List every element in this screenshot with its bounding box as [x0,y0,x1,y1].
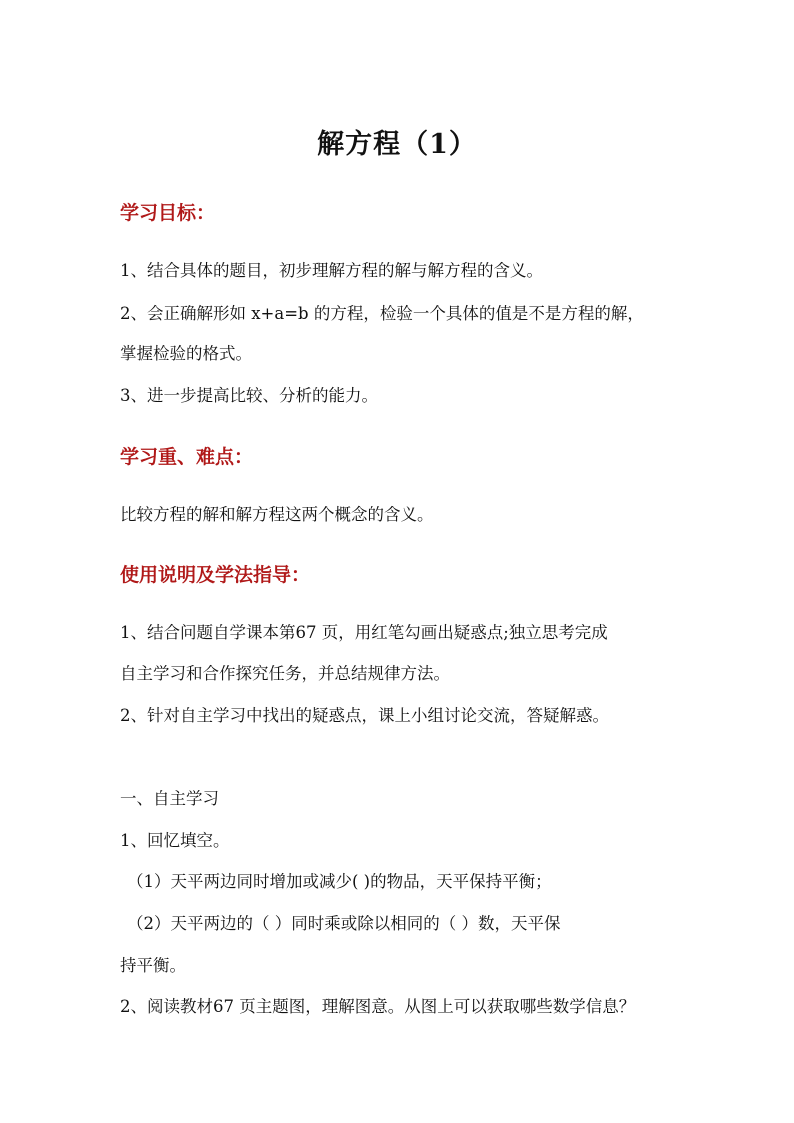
key-points-heading: 学习重、难点： [120,446,254,468]
instruction-line-3: 2、针对自主学习中找出的疑惑点，课上小组讨论交流，答疑解惑。 [120,706,609,725]
self-study-line-5: 2、阅读教材67 页主题图，理解图意。从图上可以获取哪些数学信息？ [120,997,636,1016]
self-study-line-1: 1、回忆填空。 [120,831,230,850]
objectives-heading: 学习目标： [120,202,216,224]
self-study-heading: 一、自主学习 [120,789,219,808]
objective-item-1: 1、结合具体的题目，初步理解方程的解与解方程的含义。 [120,261,543,280]
objective-item-2-continued: 掌握检验的格式。 [120,344,252,363]
instructions-heading: 使用说明及学法指导： [120,564,311,586]
instruction-line-1: 1、结合问题自学课本第67 页，用红笔勾画出疑惑点;独立思考完成 [120,623,608,642]
objective-item-3: 3、进一步提高比较、分析的能力。 [120,386,378,405]
instruction-line-2: 自主学习和合作探究任务，并总结规律方法。 [120,664,450,683]
self-study-line-2: （1）天平两边同时增加或减少( )的物品，天平保持平衡； [127,872,552,891]
self-study-line-4: 持平衡。 [120,956,186,975]
page-title: 解方程（1） [317,129,477,160]
self-study-line-3: （2）天平两边的（ ）同时乘或除以相同的（ ）数，天平保 [127,914,561,933]
key-points-text: 比较方程的解和解方程这两个概念的含义。 [120,505,434,524]
objective-item-2: 2、会正确解形如 x+a=b 的方程，检验一个具体的值是不是方程的解， [120,304,644,323]
